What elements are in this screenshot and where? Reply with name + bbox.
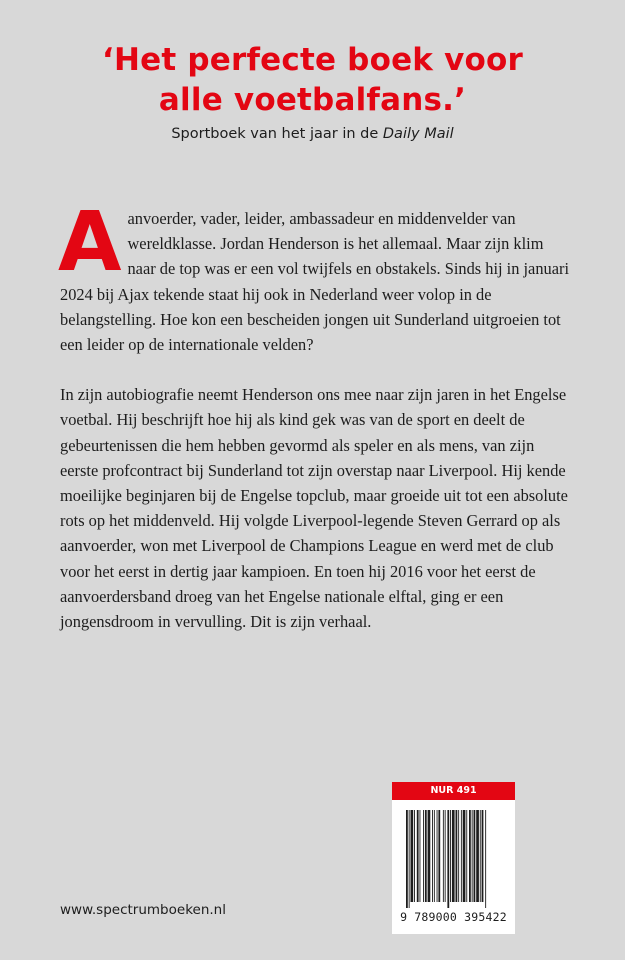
paragraph-1-text: anvoerder, vader, leider, ambassadeur en middenvelder van wereldklasse. Jordan Henderson is het allemaal. Maar zijn klim naar de top was er een vol twijfels en obstakels. Sinds hij in januari 2024 bij Ajax tekende staat hij ook in Nederland weer volop in de belangstelling. Hoe kon een bescheiden jongen uit Sunderland uitgroeien tot een leider op de internationale velden?: [60, 209, 569, 355]
nur-label: NUR 491: [392, 782, 515, 800]
barcode-panel: [392, 800, 515, 934]
quote-line-2: alle voetbalfans.’: [158, 82, 467, 118]
publisher-website[interactable]: www.spectrumboeken.nl: [60, 902, 226, 918]
quote-source: [0, 126, 625, 142]
source-publication: Daily Mail: [382, 126, 454, 142]
barcode-block: [392, 782, 515, 934]
source-prefix: Sportboek van het jaar in de: [171, 126, 383, 142]
drop-cap: A: [58, 195, 122, 290]
blurb-paragraph-1: [58, 195, 570, 357]
blurb: [58, 195, 570, 634]
blurb-paragraph-2: In zijn autobiografie neemt Henderson ons mee naar zijn jaren in het Engelse voetbal. Hij beschrijft hoe hij als kind gek was van de sport en deelt de gebeurtenissen die hem hebben gevormd als speler en als mens, van zijn eerste profcontract bij Sunderland tot zijn overstap naar Liverpool. Hij kende moeilijke beginjaren bij de Engelse topclub, maar groeide uit tot een absolute rots op het middenveld. Hij volgde Liverpool-legende Steven Gerrard op als aanvoerder, won met Liverpool de Champions League en werd met de club voor het eerst in dertig jaar kampioen. En toen hij 2016 voor het eerst de aanvoerdersband droeg van het Engelse nationale elftal, ging er een jongensdroom in vervulling. Dit is zijn verhaal.: [60, 385, 568, 632]
cover-quote: [0, 40, 625, 120]
barcode-icon: [406, 810, 501, 908]
isbn-number: 9 789000 395422: [400, 910, 507, 924]
quote-line-1: ‘Het perfecte boek voor: [102, 42, 523, 78]
